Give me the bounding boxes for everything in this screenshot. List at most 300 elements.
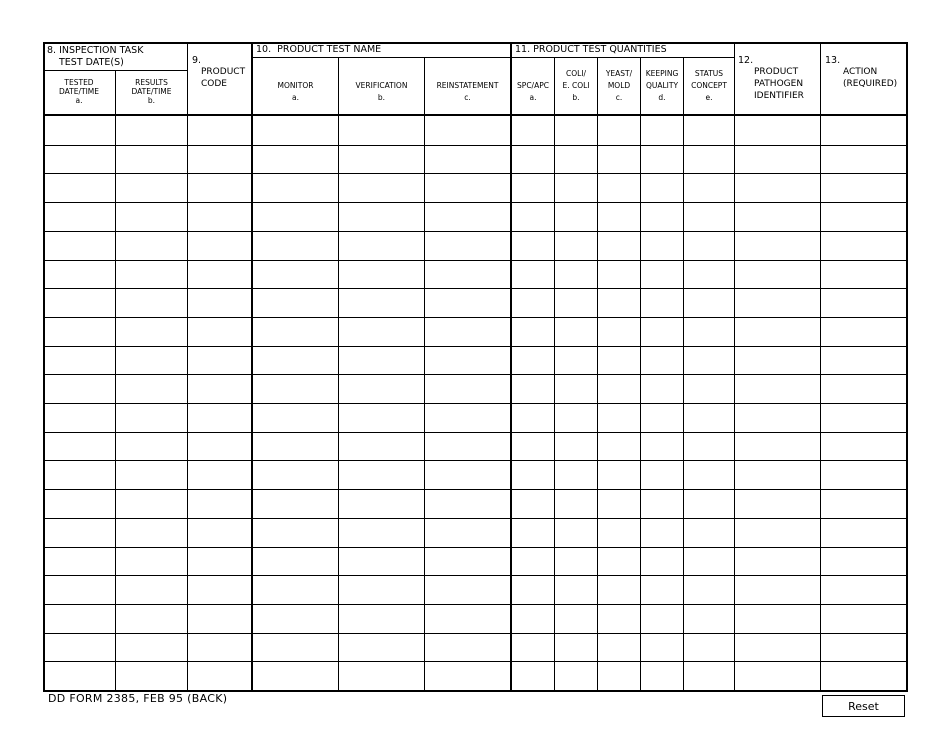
product-code-field[interactable] xyxy=(190,147,250,172)
reinstatement-field[interactable] xyxy=(427,175,509,200)
coli-field[interactable] xyxy=(557,491,595,516)
yeast-mold-field[interactable] xyxy=(600,118,638,143)
spc-apc-field[interactable] xyxy=(514,118,552,143)
monitor-field[interactable] xyxy=(255,262,336,287)
status-concept-field[interactable] xyxy=(686,606,732,631)
action-required-field[interactable] xyxy=(823,520,906,545)
reinstatement-field[interactable] xyxy=(427,204,509,229)
action-required-field[interactable] xyxy=(823,348,906,373)
product-code-field[interactable] xyxy=(190,520,250,545)
coli-field[interactable] xyxy=(557,606,595,631)
coli-field[interactable] xyxy=(557,204,595,229)
yeast-mold-field[interactable] xyxy=(600,577,638,602)
spc-apc-field[interactable] xyxy=(514,520,552,545)
product-code-field[interactable] xyxy=(190,663,250,688)
tested-date-field[interactable] xyxy=(46,577,113,602)
status-concept-field[interactable] xyxy=(686,520,732,545)
spc-apc-field[interactable] xyxy=(514,491,552,516)
keeping-quality-field[interactable] xyxy=(643,376,681,401)
reinstatement-field[interactable] xyxy=(427,348,509,373)
spc-header: SPC/APC xyxy=(517,81,549,90)
status-concept-field[interactable] xyxy=(686,319,732,344)
section-8-title: 8. INSPECTION TASK xyxy=(47,45,144,56)
tested-date-field[interactable] xyxy=(46,606,113,631)
reinstatement-field[interactable] xyxy=(427,549,509,574)
reinstatement-field[interactable] xyxy=(427,319,509,344)
section-9-label-line2: CODE xyxy=(201,79,227,89)
status-concept-field[interactable] xyxy=(686,434,732,459)
yeast-mold-field[interactable] xyxy=(600,147,638,172)
yeast-mold-field[interactable] xyxy=(600,348,638,373)
reinstatement-header-letter: c. xyxy=(464,93,471,102)
pathogen-identifier-field[interactable] xyxy=(737,549,818,574)
keeping-quality-field[interactable] xyxy=(643,233,681,258)
keeping-quality-field[interactable] xyxy=(643,635,681,660)
coli-field[interactable] xyxy=(557,577,595,602)
product-code-field[interactable] xyxy=(190,491,250,516)
monitor-field[interactable] xyxy=(255,520,336,545)
yeast-mold-field[interactable] xyxy=(600,520,638,545)
action-required-field[interactable] xyxy=(823,549,906,574)
row-divider-line xyxy=(43,346,908,347)
divider-s9-s10 xyxy=(251,42,253,692)
pathogen-identifier-field[interactable] xyxy=(737,233,818,258)
keeping-quality-field[interactable] xyxy=(643,491,681,516)
monitor-field[interactable] xyxy=(255,434,336,459)
status-concept-field[interactable] xyxy=(686,262,732,287)
verification-field[interactable] xyxy=(341,290,422,315)
verification-field[interactable] xyxy=(341,462,422,487)
pathogen-identifier-field[interactable] xyxy=(737,663,818,688)
monitor-field[interactable] xyxy=(255,635,336,660)
tested-date-field[interactable] xyxy=(46,405,113,430)
status-concept-field[interactable] xyxy=(686,118,732,143)
yeast-mold-field[interactable] xyxy=(600,491,638,516)
verification-field[interactable] xyxy=(341,175,422,200)
pathogen-identifier-field[interactable] xyxy=(737,434,818,459)
monitor-field[interactable] xyxy=(255,491,336,516)
monitor-field[interactable] xyxy=(255,462,336,487)
keeping-header-letter: d. xyxy=(658,93,666,102)
keeping-quality-field[interactable] xyxy=(643,663,681,688)
spc-apc-field[interactable] xyxy=(514,175,552,200)
section-9-label-line1: PRODUCT xyxy=(201,67,246,77)
pathogen-identifier-field[interactable] xyxy=(737,204,818,229)
tested-date-field[interactable] xyxy=(46,462,113,487)
action-required-field[interactable] xyxy=(823,147,906,172)
yeast-mold-field[interactable] xyxy=(600,290,638,315)
tested-date-field[interactable] xyxy=(46,319,113,344)
reinstatement-field[interactable] xyxy=(427,118,509,143)
coli-field[interactable] xyxy=(557,663,595,688)
yeast-mold-field[interactable] xyxy=(600,434,638,459)
verification-field[interactable] xyxy=(341,204,422,229)
coli-field[interactable] xyxy=(557,262,595,287)
tested-date-field[interactable] xyxy=(46,635,113,660)
tested-header-line2: DATE/TIME xyxy=(58,87,100,96)
verification-field[interactable] xyxy=(341,405,422,430)
status-concept-field[interactable] xyxy=(686,663,732,688)
results-date-field[interactable] xyxy=(118,348,185,373)
status-concept-field[interactable] xyxy=(686,491,732,516)
keeping-quality-field[interactable] xyxy=(643,434,681,459)
status-concept-field[interactable] xyxy=(686,204,732,229)
verification-field[interactable] xyxy=(341,577,422,602)
action-required-field[interactable] xyxy=(823,462,906,487)
monitor-field[interactable] xyxy=(255,348,336,373)
monitor-field[interactable] xyxy=(255,175,336,200)
tested-date-field[interactable] xyxy=(46,204,113,229)
spc-apc-field[interactable] xyxy=(514,262,552,287)
product-code-field[interactable] xyxy=(190,175,250,200)
action-required-field[interactable] xyxy=(823,491,906,516)
reinstatement-field[interactable] xyxy=(427,491,509,516)
pathogen-identifier-field[interactable] xyxy=(737,290,818,315)
results-date-field[interactable] xyxy=(118,147,185,172)
pathogen-identifier-field[interactable] xyxy=(737,462,818,487)
reinstatement-field[interactable] xyxy=(427,663,509,688)
pathogen-identifier-field[interactable] xyxy=(737,262,818,287)
spc-apc-field[interactable] xyxy=(514,663,552,688)
divider-s10-s11 xyxy=(510,42,512,692)
pathogen-identifier-field[interactable] xyxy=(737,348,818,373)
coli-field[interactable] xyxy=(557,434,595,459)
product-code-field[interactable] xyxy=(190,118,250,143)
reinstatement-field[interactable] xyxy=(427,405,509,430)
s10-s11-subheader-line xyxy=(251,57,735,58)
spc-apc-field[interactable] xyxy=(514,405,552,430)
results-date-field[interactable] xyxy=(118,663,185,688)
coli-field[interactable] xyxy=(557,233,595,258)
row-divider-line xyxy=(43,604,908,605)
section-11-title: 11. PRODUCT TEST QUANTITIES xyxy=(515,44,667,55)
divider-tested-results xyxy=(115,70,116,692)
monitor-field[interactable] xyxy=(255,233,336,258)
tested-date-field[interactable] xyxy=(46,348,113,373)
monitor-field[interactable] xyxy=(255,147,336,172)
tested-date-field[interactable] xyxy=(46,175,113,200)
coli-field[interactable] xyxy=(557,462,595,487)
coli-field[interactable] xyxy=(557,175,595,200)
verification-field[interactable] xyxy=(341,491,422,516)
verification-field[interactable] xyxy=(341,606,422,631)
monitor-field[interactable] xyxy=(255,606,336,631)
product-code-field[interactable] xyxy=(190,319,250,344)
coli-field[interactable] xyxy=(557,348,595,373)
results-date-field[interactable] xyxy=(118,175,185,200)
action-required-field[interactable] xyxy=(823,175,906,200)
results-date-field[interactable] xyxy=(118,491,185,516)
keeping-quality-field[interactable] xyxy=(643,405,681,430)
spc-apc-field[interactable] xyxy=(514,376,552,401)
spc-apc-field[interactable] xyxy=(514,549,552,574)
yeast-mold-field[interactable] xyxy=(600,376,638,401)
reinstatement-field[interactable] xyxy=(427,635,509,660)
monitor-field[interactable] xyxy=(255,549,336,574)
action-required-field[interactable] xyxy=(823,405,906,430)
coli-field[interactable] xyxy=(557,549,595,574)
status-concept-field[interactable] xyxy=(686,233,732,258)
product-code-field[interactable] xyxy=(190,376,250,401)
results-date-field[interactable] xyxy=(118,290,185,315)
results-date-field[interactable] xyxy=(118,577,185,602)
results-date-field[interactable] xyxy=(118,204,185,229)
product-code-field[interactable] xyxy=(190,606,250,631)
pathogen-identifier-field[interactable] xyxy=(737,405,818,430)
reinstatement-field[interactable] xyxy=(427,290,509,315)
row-divider-line xyxy=(43,173,908,174)
reinstatement-field[interactable] xyxy=(427,233,509,258)
verification-field[interactable] xyxy=(341,549,422,574)
monitor-field[interactable] xyxy=(255,290,336,315)
pathogen-identifier-field[interactable] xyxy=(737,491,818,516)
row-divider-line xyxy=(43,633,908,634)
verification-field[interactable] xyxy=(341,434,422,459)
keeping-quality-field[interactable] xyxy=(643,319,681,344)
tested-date-field[interactable] xyxy=(46,290,113,315)
spc-apc-field[interactable] xyxy=(514,635,552,660)
product-code-field[interactable] xyxy=(190,635,250,660)
tested-date-field[interactable] xyxy=(46,118,113,143)
coli-field[interactable] xyxy=(557,405,595,430)
pathogen-identifier-field[interactable] xyxy=(737,175,818,200)
header-bottom-line xyxy=(43,114,908,116)
row-divider-line xyxy=(43,145,908,146)
tested-date-field[interactable] xyxy=(46,262,113,287)
reinstatement-field[interactable] xyxy=(427,147,509,172)
keeping-header-line1: KEEPING xyxy=(645,69,679,78)
results-header-line1: RESULTS xyxy=(135,78,168,87)
results-date-field[interactable] xyxy=(118,405,185,430)
spc-apc-field[interactable] xyxy=(514,606,552,631)
pathogen-identifier-field[interactable] xyxy=(737,606,818,631)
tested-date-field[interactable] xyxy=(46,147,113,172)
section-13-number: 13. xyxy=(825,55,841,66)
results-header-letter: b. xyxy=(147,96,156,105)
keeping-quality-field[interactable] xyxy=(643,462,681,487)
keeping-quality-field[interactable] xyxy=(643,204,681,229)
product-code-field[interactable] xyxy=(190,462,250,487)
row-divider-line xyxy=(43,518,908,519)
results-date-field[interactable] xyxy=(118,118,185,143)
yeast-mold-field[interactable] xyxy=(600,663,638,688)
results-date-field[interactable] xyxy=(118,606,185,631)
product-code-field[interactable] xyxy=(190,262,250,287)
spc-apc-field[interactable] xyxy=(514,290,552,315)
verification-field[interactable] xyxy=(341,376,422,401)
status-concept-field[interactable] xyxy=(686,462,732,487)
reinstatement-field[interactable] xyxy=(427,376,509,401)
reinstatement-field[interactable] xyxy=(427,577,509,602)
row-divider-line xyxy=(43,547,908,548)
coli-field[interactable] xyxy=(557,118,595,143)
verification-field[interactable] xyxy=(341,348,422,373)
verification-field[interactable] xyxy=(341,262,422,287)
coli-field[interactable] xyxy=(557,290,595,315)
reinstatement-field[interactable] xyxy=(427,606,509,631)
tested-date-field[interactable] xyxy=(46,491,113,516)
section-13-label-line2: (REQUIRED) xyxy=(843,79,898,89)
yeast-mold-field[interactable] xyxy=(600,606,638,631)
section-12-label-line3: IDENTIFIER xyxy=(754,91,804,101)
keeping-quality-field[interactable] xyxy=(643,147,681,172)
results-date-field[interactable] xyxy=(118,434,185,459)
action-required-field[interactable] xyxy=(823,118,906,143)
spc-header-letter: a. xyxy=(529,93,537,102)
product-code-field[interactable] xyxy=(190,434,250,459)
action-required-field[interactable] xyxy=(823,262,906,287)
keeping-quality-field[interactable] xyxy=(643,348,681,373)
yeast-mold-field[interactable] xyxy=(600,319,638,344)
yeast-mold-field[interactable] xyxy=(600,204,638,229)
status-concept-field[interactable] xyxy=(686,549,732,574)
action-required-field[interactable] xyxy=(823,606,906,631)
row-divider-line xyxy=(43,489,908,490)
keeping-quality-field[interactable] xyxy=(643,262,681,287)
action-required-field[interactable] xyxy=(823,434,906,459)
keeping-quality-field[interactable] xyxy=(643,290,681,315)
reinstatement-field[interactable] xyxy=(427,462,509,487)
pathogen-identifier-field[interactable] xyxy=(737,376,818,401)
results-date-field[interactable] xyxy=(118,635,185,660)
yeast-mold-field[interactable] xyxy=(600,405,638,430)
tested-date-field[interactable] xyxy=(46,520,113,545)
results-date-field[interactable] xyxy=(118,520,185,545)
product-code-field[interactable] xyxy=(190,577,250,602)
coli-header-line1: COLI/ xyxy=(565,69,587,78)
yeast-mold-field[interactable] xyxy=(600,549,638,574)
verification-field[interactable] xyxy=(341,118,422,143)
product-code-field[interactable] xyxy=(190,549,250,574)
action-required-field[interactable] xyxy=(823,233,906,258)
results-date-field[interactable] xyxy=(118,376,185,401)
action-required-field[interactable] xyxy=(823,577,906,602)
monitor-field[interactable] xyxy=(255,376,336,401)
product-code-field[interactable] xyxy=(190,348,250,373)
action-required-field[interactable] xyxy=(823,319,906,344)
tested-date-field[interactable] xyxy=(46,434,113,459)
reinstatement-field[interactable] xyxy=(427,434,509,459)
row-divider-line xyxy=(43,231,908,232)
verification-field[interactable] xyxy=(341,147,422,172)
spc-apc-field[interactable] xyxy=(514,462,552,487)
action-required-field[interactable] xyxy=(823,663,906,688)
tested-date-field[interactable] xyxy=(46,233,113,258)
row-divider-line xyxy=(43,575,908,576)
reinstatement-field[interactable] xyxy=(427,520,509,545)
reset-button[interactable]: Reset xyxy=(822,695,905,717)
monitor-header-letter: a. xyxy=(292,93,299,102)
results-date-field[interactable] xyxy=(118,549,185,574)
pathogen-identifier-field[interactable] xyxy=(737,118,818,143)
spc-apc-field[interactable] xyxy=(514,233,552,258)
results-header-line2: DATE/TIME xyxy=(131,87,172,96)
monitor-field[interactable] xyxy=(255,577,336,602)
spc-apc-field[interactable] xyxy=(514,348,552,373)
yeast-mold-field[interactable] xyxy=(600,635,638,660)
status-concept-field[interactable] xyxy=(686,635,732,660)
action-required-field[interactable] xyxy=(823,635,906,660)
verification-field[interactable] xyxy=(341,319,422,344)
monitor-header: MONITOR xyxy=(277,81,314,90)
tested-date-field[interactable] xyxy=(46,549,113,574)
results-date-field[interactable] xyxy=(118,262,185,287)
monitor-field[interactable] xyxy=(255,204,336,229)
coli-field[interactable] xyxy=(557,319,595,344)
monitor-field[interactable] xyxy=(255,405,336,430)
spc-apc-field[interactable] xyxy=(514,319,552,344)
spc-apc-field[interactable] xyxy=(514,147,552,172)
results-date-field[interactable] xyxy=(118,233,185,258)
verification-field[interactable] xyxy=(341,663,422,688)
status-concept-field[interactable] xyxy=(686,376,732,401)
tested-date-field[interactable] xyxy=(46,376,113,401)
status-concept-field[interactable] xyxy=(686,175,732,200)
status-concept-field[interactable] xyxy=(686,348,732,373)
keeping-quality-field[interactable] xyxy=(643,175,681,200)
spc-apc-field[interactable] xyxy=(514,577,552,602)
coli-field[interactable] xyxy=(557,635,595,660)
status-concept-field[interactable] xyxy=(686,577,732,602)
yeast-mold-field[interactable] xyxy=(600,462,638,487)
keeping-quality-field[interactable] xyxy=(643,549,681,574)
yeast-mold-field[interactable] xyxy=(600,233,638,258)
monitor-field[interactable] xyxy=(255,319,336,344)
coli-field[interactable] xyxy=(557,376,595,401)
yeast-header-letter: c. xyxy=(615,93,623,102)
product-code-field[interactable] xyxy=(190,290,250,315)
verification-field[interactable] xyxy=(341,520,422,545)
coli-field[interactable] xyxy=(557,147,595,172)
verification-field[interactable] xyxy=(341,233,422,258)
coli-field[interactable] xyxy=(557,520,595,545)
results-date-field[interactable] xyxy=(118,462,185,487)
spc-apc-field[interactable] xyxy=(514,434,552,459)
section-9-number: 9. xyxy=(192,55,202,66)
row-divider-line xyxy=(43,403,908,404)
pathogen-identifier-field[interactable] xyxy=(737,319,818,344)
pathogen-identifier-field[interactable] xyxy=(737,635,818,660)
action-required-field[interactable] xyxy=(823,290,906,315)
pathogen-identifier-field[interactable] xyxy=(737,147,818,172)
product-code-field[interactable] xyxy=(190,204,250,229)
monitor-field[interactable] xyxy=(255,663,336,688)
tested-date-field[interactable] xyxy=(46,663,113,688)
keeping-quality-field[interactable] xyxy=(643,520,681,545)
monitor-field[interactable] xyxy=(255,118,336,143)
pathogen-identifier-field[interactable] xyxy=(737,520,818,545)
reinstatement-header: REINSTATEMENT xyxy=(436,81,499,90)
keeping-quality-field[interactable] xyxy=(643,606,681,631)
keeping-quality-field[interactable] xyxy=(643,118,681,143)
spc-apc-field[interactable] xyxy=(514,204,552,229)
product-code-field[interactable] xyxy=(190,405,250,430)
yeast-mold-field[interactable] xyxy=(600,175,638,200)
status-header-line1: STATUS xyxy=(694,69,724,78)
product-code-field[interactable] xyxy=(190,233,250,258)
verification-field[interactable] xyxy=(341,635,422,660)
status-concept-field[interactable] xyxy=(686,290,732,315)
status-concept-field[interactable] xyxy=(686,405,732,430)
action-required-field[interactable] xyxy=(823,376,906,401)
pathogen-identifier-field[interactable] xyxy=(737,577,818,602)
action-required-field[interactable] xyxy=(823,204,906,229)
reinstatement-field[interactable] xyxy=(427,262,509,287)
status-concept-field[interactable] xyxy=(686,147,732,172)
yeast-mold-field[interactable] xyxy=(600,262,638,287)
keeping-quality-field[interactable] xyxy=(643,577,681,602)
results-date-field[interactable] xyxy=(118,319,185,344)
